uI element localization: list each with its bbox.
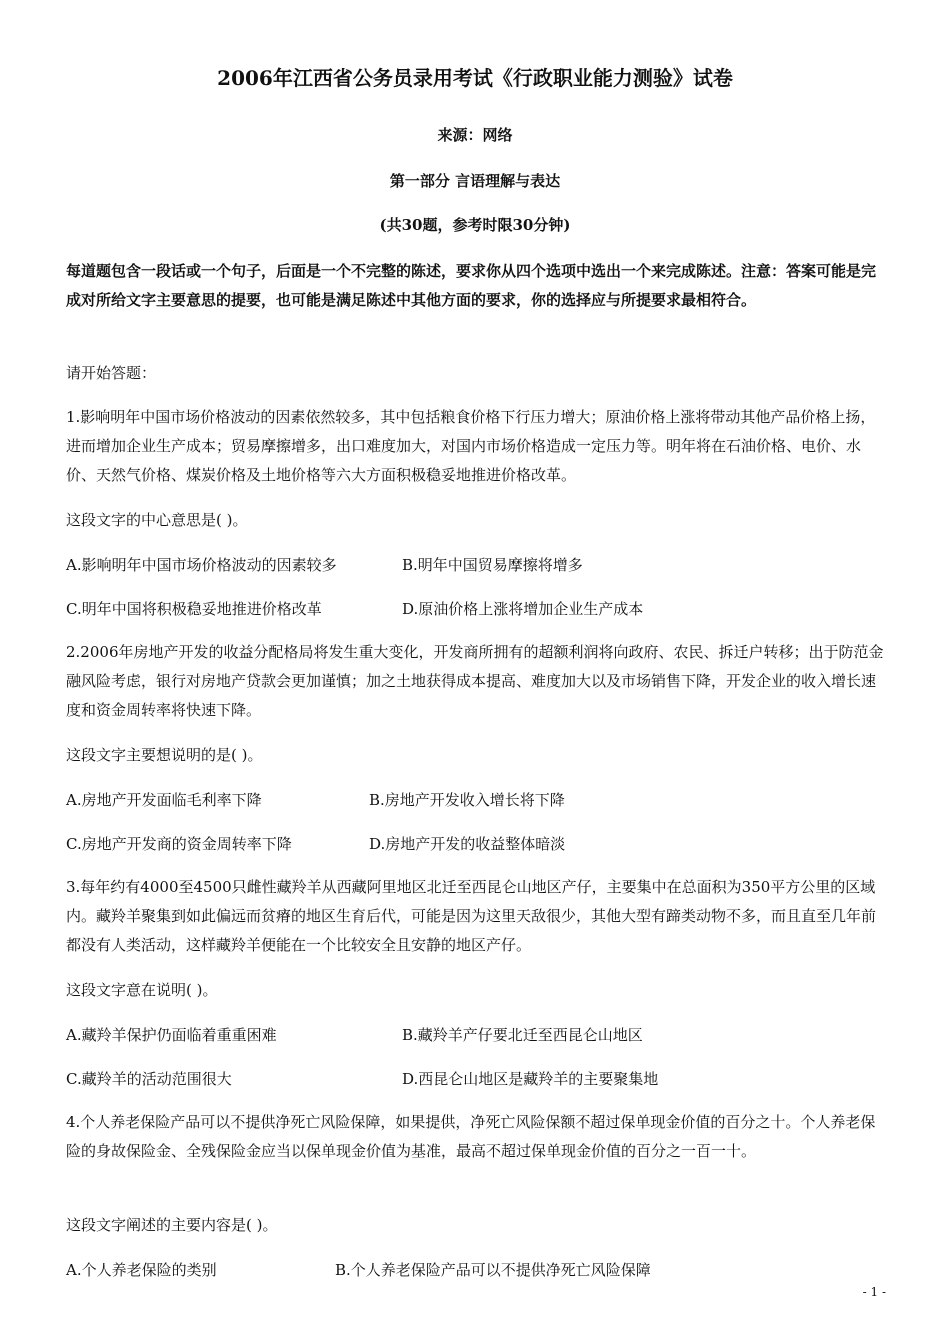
- question-3-option-a: A.藏羚羊保护仍面临着重重困难: [66, 1026, 277, 1044]
- question-2-option-d: D.房地产开发的收益整体暗淡: [369, 835, 566, 853]
- question-3-prompt: 这段文字意在说明( )。: [66, 981, 218, 999]
- question-4-prompt: 这段文字阐述的主要内容是( )。: [66, 1216, 278, 1234]
- instructions: 每道题包含一段话或一个句子，后面是一个不完整的陈述，要求你从四个选项中选出一个来完成陈述。注意：答案可能是完成对所给文字主要意思的提要，也可能是满足陈述中其他方面的要求，你的选择应与所提要求最相符合。: [66, 262, 877, 309]
- question-1-option-b: B.明年中国贸易摩擦将增多: [402, 556, 583, 574]
- question-1-text: 1.影响明年中国市场价格波动的因素依然较多，其中包括粮食价格下行压力增大；原油价格上涨将带动其他产品价格上扬，进而增加企业生产成本；贸易摩擦增多，出口难度加大，对国内市场价格造成一定压力等。明年将在石油价格、电价、水价、天然气价格、煤炭价格及土地价格等六大方面积极稳妥地推进价格改革。: [66, 408, 876, 484]
- question-3-option-c: C.藏羚羊的活动范围很大: [66, 1070, 232, 1088]
- question-2-option-a: A.房地产开发面临毛利率下降: [66, 791, 262, 809]
- question-2-text: 2.2006年房地产开发的收益分配格局将发生重大变化，开发商所拥有的超额利润将向政府、农民、拆迁户转移；出于防范金融风险考虑，银行对房地产贷款会更加谨慎；加之土地获得成本提高、难度加大以及市场销售下降，开发企业的收入增长速度和资金周转率将快速下降。: [66, 643, 884, 719]
- section-note: (共30题，参考时限30分钟): [379, 216, 571, 234]
- page-number: - 1 -: [862, 1285, 886, 1299]
- section-heading: 第一部分 言语理解与表达: [389, 172, 561, 190]
- question-1-option-c: C.明年中国将积极稳妥地推进价格改革: [66, 600, 322, 618]
- question-4-option-b: B.个人养老保险产品可以不提供净死亡风险保障: [335, 1261, 651, 1279]
- question-1-option-d: D.原油价格上涨将增加企业生产成本: [402, 600, 644, 618]
- question-3-option-b: B.藏羚羊产仔要北迁至西昆仑山地区: [402, 1026, 643, 1044]
- question-2-prompt: 这段文字主要想说明的是( )。: [66, 746, 263, 764]
- start-prompt: 请开始答题：: [66, 364, 157, 382]
- question-1-prompt: 这段文字的中心意思是( )。: [66, 511, 248, 529]
- question-2-option-c: C.房地产开发商的资金周转率下降: [66, 835, 292, 853]
- question-4-option-a: A.个人养老保险的类别: [66, 1261, 217, 1279]
- document-title: 2006年江西省公务员录用考试《行政职业能力测验》试卷: [217, 66, 733, 90]
- question-1-option-a: A.影响明年中国市场价格波动的因素较多: [66, 556, 337, 574]
- question-2-option-b: B.房地产开发收入增长将下降: [369, 791, 565, 809]
- question-3-option-d: D.西昆仑山地区是藏羚羊的主要聚集地: [402, 1070, 659, 1088]
- question-3-text: 3.每年约有4000至4500只雌性藏羚羊从西藏阿里地区北迁至西昆仑山地区产仔，主要集中在总面积为350平方公里的区域内。藏羚羊聚集到如此偏远而贫瘠的地区生育后代，可能是因为这里天敌很少，其他大型有蹄类动物不多，而且直至几年前都没有人类活动，这样藏羚羊便能在一个比较安全且安静的地区产仔。: [66, 878, 877, 954]
- source-line: 来源：网络: [437, 126, 513, 144]
- question-4-text: 4.个人养老保险产品可以不提供净死亡风险保障，如果提供，净死亡风险保额不超过保单现金价值的百分之十。个人养老保险的身故保险金、全残保险金应当以保单现金价值为基准，最高不超过保单现金价值的百分之一百一十。: [66, 1113, 876, 1160]
